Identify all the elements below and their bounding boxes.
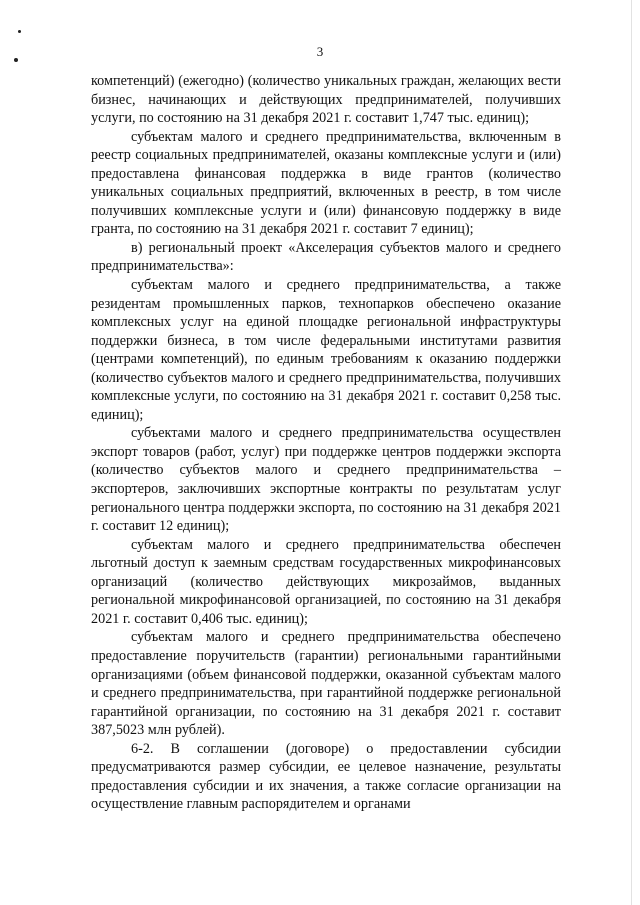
- page-number: 3: [316, 44, 324, 59]
- scan-edge-line: [631, 0, 632, 905]
- paragraph-clause: 6-2. В соглашении (договоре) о предоставлении субсидии предусматриваются размер субсидии, ее целевое назначение, результаты предоставления субсидии и их значения, а также согласие организации на осуществление главным распорядителем и органами: [91, 740, 561, 813]
- paragraph-continuation: компетенций) (ежегодно) (количество уникальных граждан, желающих вести бизнес, начинающих и действующих предпринимателей, получивших услуги, по состоянию на 31 декабря 2021 г. составит 1,747 тыс. единиц);: [91, 73, 561, 127]
- paragraph: субъектам малого и среднего предпринимательства, а также резидентам промышленных парков, технопарков обеспечено оказание комплексных услуг на единой площадке региональной инфраструктуры поддержки бизнеса, в том числе федеральными институтами развития (центрами компетенций), по единым требованиям к оказанию поддержки (количество субъектов малого и среднего предпринимательства, получивших комплексные услуги, по состоянию на 31 декабря 2021 г. составит 0,258 тыс. единиц);: [91, 277, 561, 423]
- document-body: [91, 72, 561, 814]
- paragraph: субъектам малого и среднего предпринимательства обеспечен льготный доступ к заемным средствам государственных микрофинансовых организаций (количество действующих микрозаймов, выданных региональной микрофинансовой организацией, по состоянию на 31 декабря 2021 г. составит 0,406 тыс. единиц);: [91, 536, 561, 627]
- paragraph: субъектам малого и среднего предпринимательства, включенным в реестр социальных предпринимателей, оказаны комплексные услуги и (или) предоставлена финансовая поддержка в виде грантов (количество уникальных социальных предприятий, включенных в реестр, в том числе получивших комплексные услуги и (или) финансовую поддержку в виде гранта, по состоянию на 31 декабря 2021 г. составит 7 единиц);: [91, 128, 561, 238]
- paragraph: субъектам малого и среднего предпринимательства обеспечено предоставление поручительств (гарантии) региональными гарантийными организациями (объем финансовой поддержки, оказанной субъектам малого и среднего предпринимательства, при гарантийной поддержке региональной гарантийной организации, по состоянию на 31 декабря 2021 г. составит 387,5023 млн рублей).: [91, 629, 561, 739]
- paragraph: субъектами малого и среднего предпринимательства осуществлен экспорт товаров (работ, услуг) при поддержке центров поддержки экспорта (количество субъектов малого и среднего предпринимательства – экспортеров, заключивших экспортные контракты по результатам услуг регионального центра поддержки экспорта, по состоянию на 31 декабря 2021 г. составит 12 единиц);: [91, 425, 561, 535]
- scan-speck: [18, 30, 21, 33]
- paragraph-project-heading: в) региональный проект «Акселерация субъектов малого и среднего предпринимательства»:: [91, 239, 561, 275]
